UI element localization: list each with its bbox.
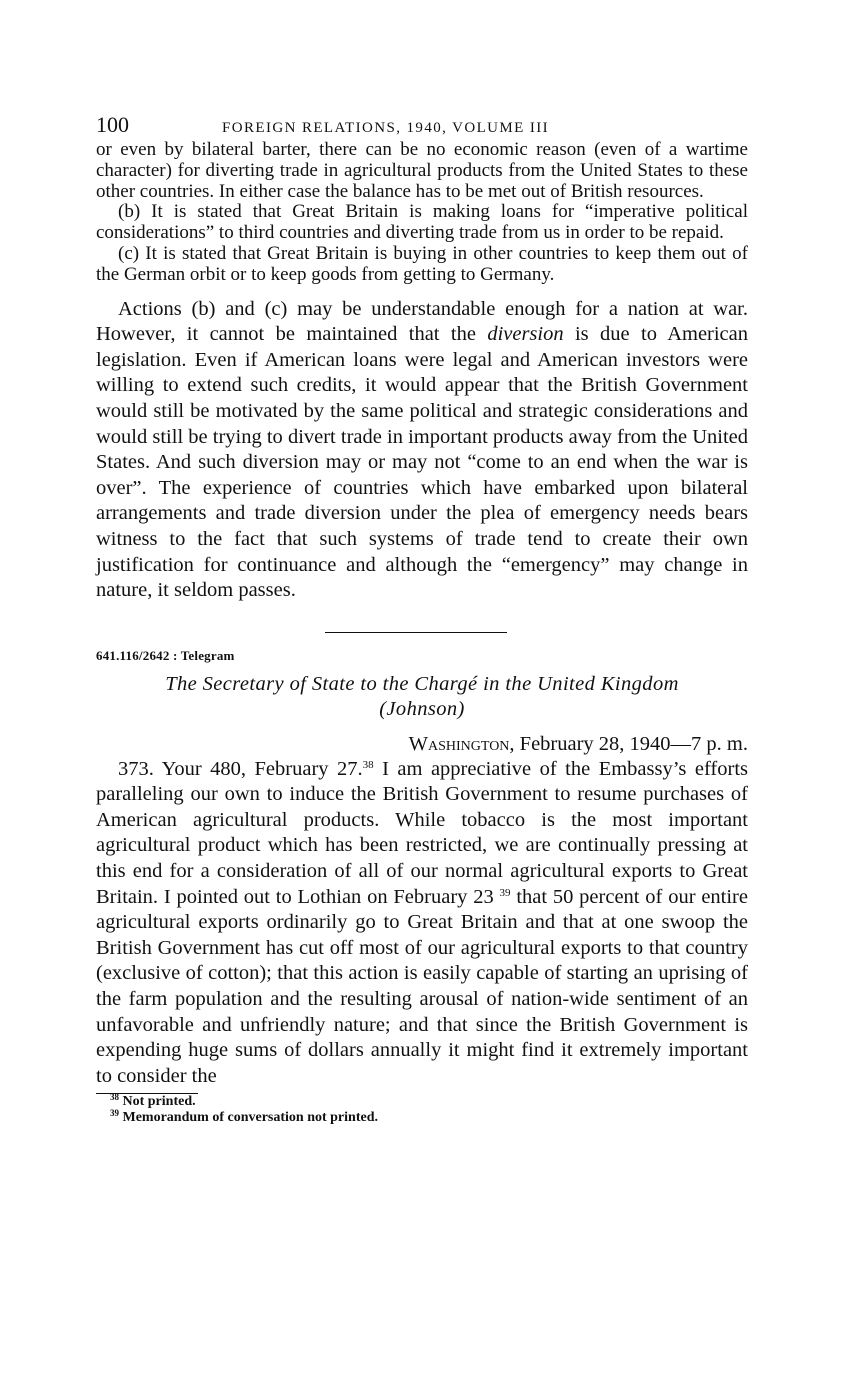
footnote-39: $^{39}$ Memorandum of conversation not printed. bbox=[110, 1108, 378, 1126]
continued-paragraph: or even by bilateral barter, there can be no economic reason (even of a wartime character) for diverting trade in agricultural products from the United States to these other countries. In either case the balance has to be met out of British resources. bbox=[96, 139, 748, 202]
document-title: The Secretary of State to the Chargé in the United Kingdom (Johnson) bbox=[165, 672, 679, 720]
dateline: Washington, February 28, 1940—7 p. m. bbox=[408, 732, 748, 755]
footnote-38: $^{38}$ Not printed. bbox=[110, 1092, 196, 1110]
emphasis-diversion: diversion bbox=[487, 323, 564, 346]
actions-paragraph: Actions (b) and (c) may be understandable enough for a nation at war. However, it cannot be maintained that the diversion is due to American legislation. Even if American loans were legal and American investors were willing to extend such credits, it would appear that the British Government would still be motivated by the same political and strategic considerations and would still be trying to divert trade in important products away from the United States. And such diversion may or may not “come to an end when the war is over”. The experience of countries which have embarked upon bilateral arrangements and trade diversion under the plea of emergency needs bears witness to the fact that such systems of trade tend to create their own justification for continuance and although the “emergency” may change in nature, it seldom passes. bbox=[96, 297, 749, 602]
telegram-body: 373. Your 480, February 27.38 I am appreciative of the Embassy’s efforts paralleling our own to induce the British Government to resume purchases of American agricultural products. While tobacco is the most important agricultural product which has been restricted, we are continually pressing at this end for a consideration of all of our normal agricultural exports to Great Britain. I pointed out to Lothian on February 23 $^{39}$ that 50 percent of our entire agricultural exports ordinarily go to Great Britain and that at one swoop the British Government has cut off most of our agricultural exports to that country (exclusive of cotton); that this action is easily capable of starting an uprising of the farm population and the resulting arousal of nation-wide sentiment of an unfavorable and unfriendly nature; and that since the British Government is expending huge sums of dollars annually it might find it extremely important to consider the bbox=[96, 757, 748, 1087]
point-c-paragraph: (c) It is stated that Great Britain is buying in other countries to keep them out of the German orbit or to keep goods from getting to Germany. bbox=[96, 242, 748, 285]
page-header bbox=[96, 112, 748, 140]
footnote-ref-38: 38 bbox=[362, 758, 374, 771]
dateline-place: Washington bbox=[408, 732, 510, 755]
document-page bbox=[96, 112, 748, 1126]
section-divider bbox=[325, 632, 507, 633]
document-reference: 641.116/2642 : Telegram bbox=[96, 647, 235, 663]
footnote-ref-39: 39 bbox=[499, 886, 511, 899]
running-title: FOREIGN RELATIONS, 1940, VOLUME III bbox=[222, 120, 550, 136]
point-b-paragraph: (b) It is stated that Great Britain is making loans for “imperative political considerations” to third countries and diverting trade from us in order to be repaid. bbox=[96, 201, 748, 244]
page-number: 100 bbox=[96, 112, 129, 137]
